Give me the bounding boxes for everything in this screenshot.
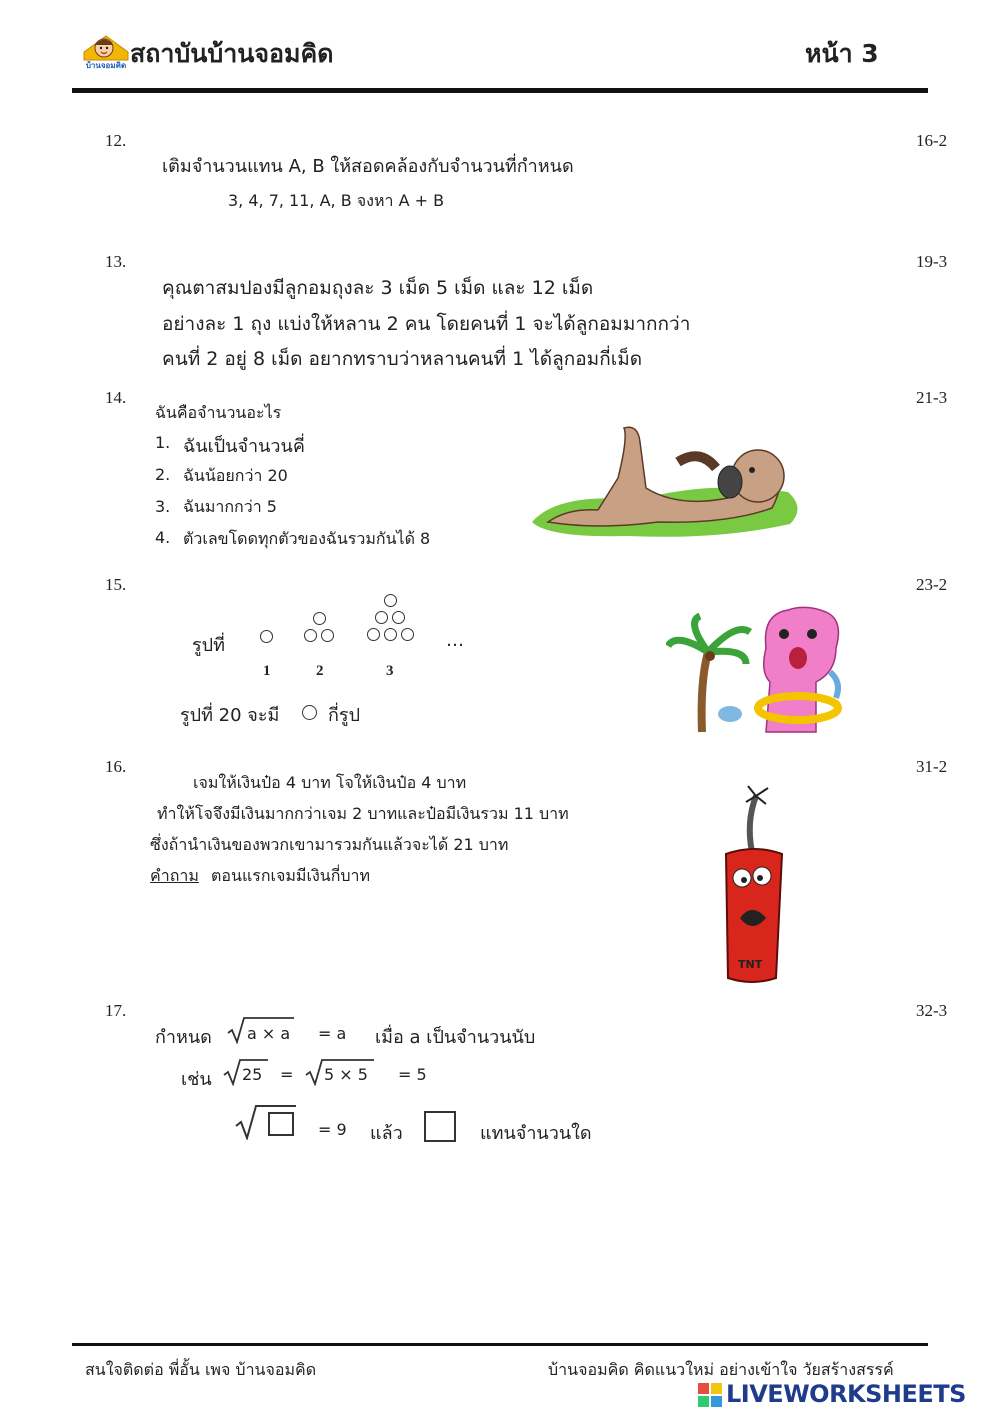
- page-number: หน้า 3: [805, 39, 879, 68]
- answer-box-small: [268, 1112, 294, 1136]
- figure-number: 1: [263, 663, 271, 679]
- list-number: 3.: [155, 497, 171, 516]
- logo-text: บ้านจอมคิด: [85, 61, 127, 70]
- figure-number: 2: [316, 663, 324, 679]
- question-text: กี่รูป: [328, 705, 360, 726]
- question-text: เช่น: [181, 1069, 212, 1090]
- question-text: ซึ่งถ้านำเงินของพวกเขามารวมกันแล้วจะได้ 21 บาท: [150, 835, 509, 854]
- liveworksheets-icon: [698, 1383, 724, 1407]
- ellipsis: …: [446, 630, 464, 651]
- circle-shape: [304, 629, 317, 642]
- circle-shape: [401, 628, 414, 641]
- list-item: ฉันมากกว่า 5: [183, 497, 277, 516]
- circle-shape: [384, 594, 397, 607]
- tnt-dynamite-illustration: [716, 782, 792, 986]
- question-text: รูปที่ 20 จะมี: [180, 705, 280, 726]
- circle-shape: [302, 705, 317, 720]
- tnt-label: TNT: [738, 958, 763, 971]
- question-number: 16.: [105, 757, 127, 776]
- list-item: ฉันเป็นจำนวนคี่: [183, 436, 305, 457]
- question-code: 32-3: [916, 1001, 948, 1020]
- question-label: คำถาม: [150, 866, 199, 885]
- question-number: 17.: [105, 1001, 127, 1020]
- question-text: คนที่ 2 อยู่ 8 เม็ด อยากทราบว่าหลานคนที่ 1 ได้ลูกอมกี่เม็ด: [162, 348, 643, 370]
- figure-number: 3: [386, 663, 394, 679]
- question-intro: ฉันคือจำนวนอะไร: [155, 403, 282, 422]
- question-text: คุณตาสมปองมีลูกอมถุงละ 3 เม็ด 5 เม็ด และ 12 เม็ด: [162, 277, 594, 299]
- header-title: สถาบันบ้านจอมคิด: [130, 39, 334, 68]
- question-text: 3, 4, 7, 11, A, B จงหา A + B: [228, 191, 445, 210]
- question-number: 13.: [105, 252, 127, 271]
- radicand: 25: [242, 1065, 263, 1084]
- footer-slogan: บ้านจอมคิด คิดแนวใหม่ อย่างเข้าใจ วัยสร้างสรรค์: [548, 1360, 894, 1379]
- radicand: 5 × 5: [324, 1065, 368, 1084]
- circle-shape: [384, 628, 397, 641]
- question-text: เมื่อ a เป็นจำนวนนับ: [375, 1027, 536, 1048]
- question-number: 14.: [105, 388, 127, 407]
- question-number: 12.: [105, 131, 127, 150]
- footer-contact: สนใจติดต่อ พี่อั้น เพจ บ้านจอมคิด: [85, 1360, 317, 1379]
- header-rule: [72, 88, 928, 93]
- question-text: ทำให้โจจึงมีเงินมากกว่าเจม 2 บาทและป๋อมีเงินรวม 11 บาท: [157, 804, 569, 823]
- circle-shape: [260, 630, 273, 643]
- circle-shape: [321, 629, 334, 642]
- question-text: ตอนแรกเจมมีเงินกี่บาท: [211, 866, 371, 885]
- footer-rule: [72, 1343, 928, 1346]
- answer-box: [424, 1111, 456, 1142]
- list-number: 2.: [155, 465, 171, 484]
- question-code: 19-3: [916, 252, 948, 271]
- question-number: 15.: [105, 575, 127, 594]
- list-number: 1.: [155, 433, 171, 452]
- equals-text: = 9: [318, 1120, 347, 1139]
- list-item: ฉันน้อยกว่า 20: [183, 466, 288, 485]
- question-text: เติมจำนวนแทน A, B ให้สอดคล้องกับจำนวนที่กำหนด: [162, 156, 574, 177]
- question-text: แล้ว: [370, 1123, 403, 1144]
- equals-text: = 5: [398, 1065, 427, 1084]
- question-code: 21-3: [916, 388, 948, 407]
- question-code: 16-2: [916, 131, 948, 150]
- question-text: กำหนด: [155, 1027, 212, 1048]
- pig-beach-illustration: [666, 602, 852, 742]
- question-code: 31-2: [916, 757, 948, 776]
- question-text: แทนจำนวนใด: [480, 1123, 592, 1144]
- circle-shape: [375, 611, 388, 624]
- circle-shape: [392, 611, 405, 624]
- radicand: a × a: [247, 1024, 291, 1043]
- otter-illustration: [528, 418, 808, 540]
- shape-label: รูปที่: [192, 635, 225, 656]
- list-item: ตัวเลขโดดทุกตัวของฉันรวมกันได้ 8: [183, 529, 431, 548]
- equals-text: =: [280, 1065, 294, 1084]
- question-text: เจมให้เงินป๋อ 4 บาท โจให้เงินป๋อ 4 บาท: [193, 773, 467, 792]
- equals-text: = a: [318, 1024, 347, 1043]
- question-text: อย่างละ 1 ถุง แบ่งให้หลาน 2 คน โดยคนที่ 1 จะได้ลูกอมมากกว่า: [162, 313, 691, 335]
- circle-shape: [367, 628, 380, 641]
- question-code: 23-2: [916, 575, 948, 594]
- circle-shape: [313, 612, 326, 625]
- liveworksheets-text: LIVEWORKSHEETS: [726, 1380, 966, 1408]
- logo: [80, 30, 132, 72]
- list-number: 4.: [155, 528, 171, 547]
